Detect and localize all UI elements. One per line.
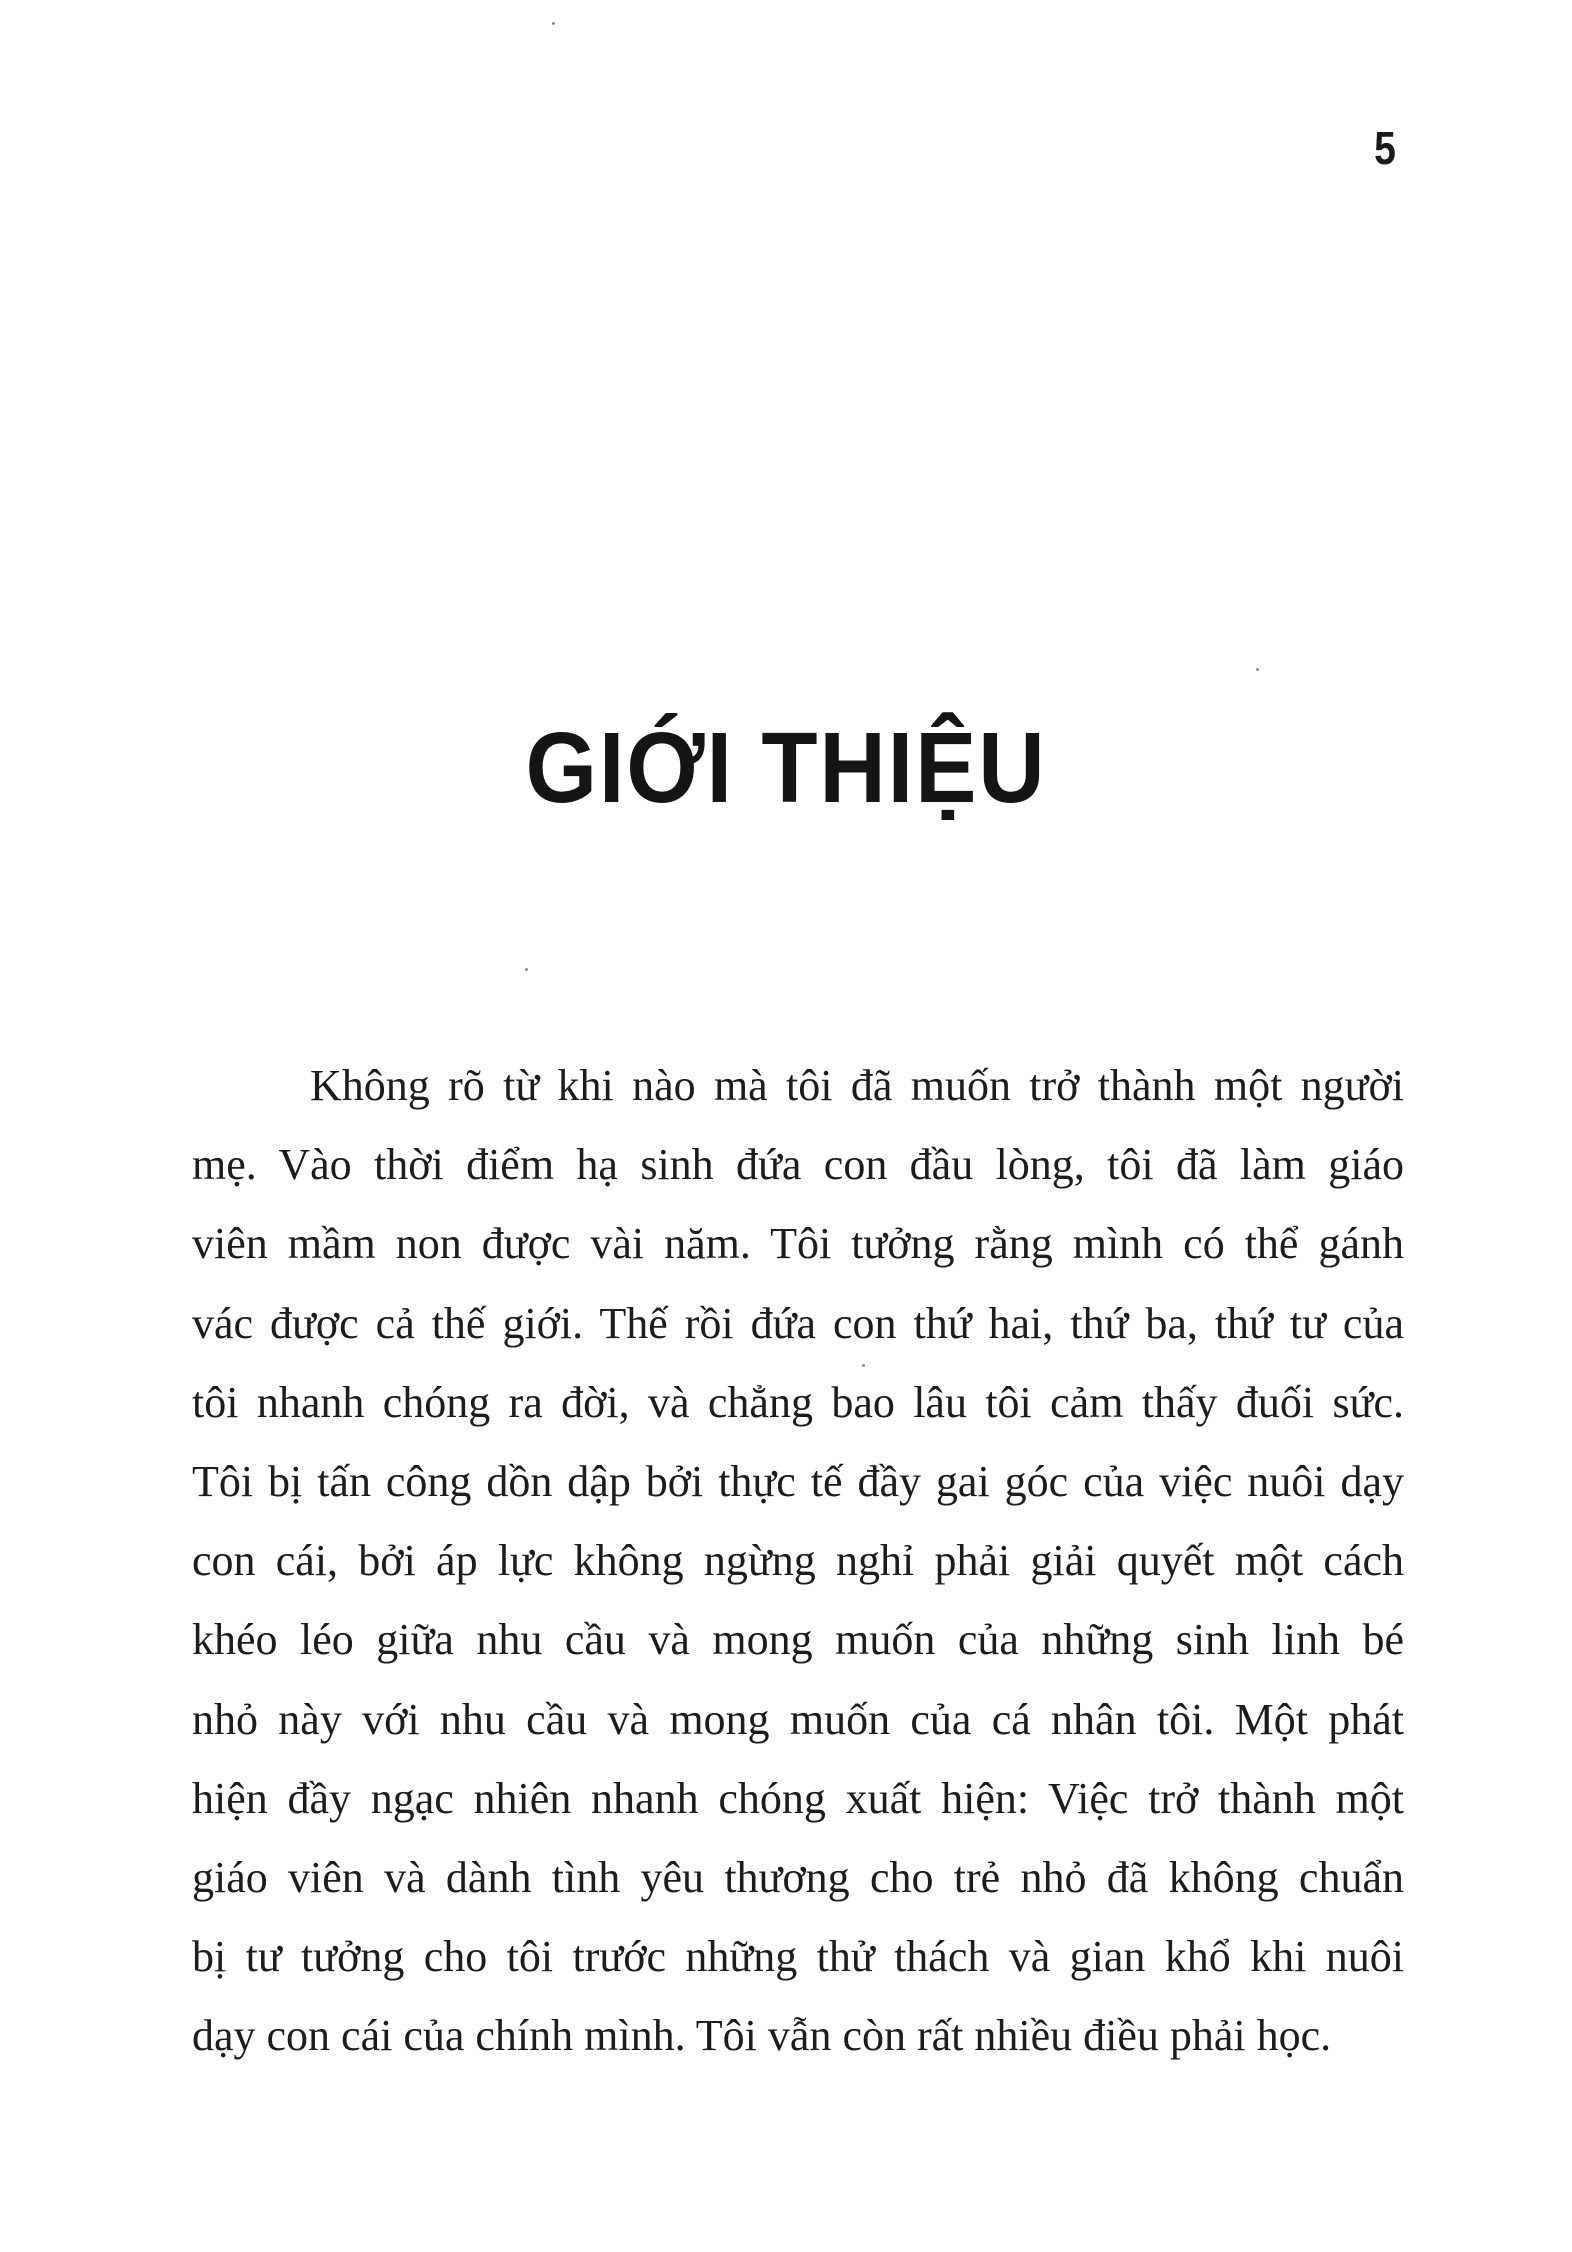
paragraph-line: vác được cả thế giới. Thế rồi đứa con thứ hai, thứ ba, thứ tư của xyxy=(192,1298,1404,1348)
paragraph-line: con cái, bởi áp lực không ngừng nghỉ phải giải quyết một cách xyxy=(192,1536,1404,1586)
chapter-title: GIỚI THIỆU xyxy=(525,712,1047,824)
paragraph-line: nhỏ này với nhu cầu và mong muốn của cá nhân tôi. Một phát xyxy=(192,1694,1404,1744)
scan-speck xyxy=(862,1364,865,1367)
scan-speck xyxy=(552,22,555,25)
page-number: 5 xyxy=(1374,122,1396,174)
scan-speck xyxy=(1256,668,1259,671)
paragraph-line: bị tư tưởng cho tôi trước những thử thách và gian khổ khi nuôi xyxy=(192,1932,1404,1982)
scan-speck xyxy=(525,968,528,971)
paragraph-line: hiện đầy ngạc nhiên nhanh chóng xuất hiện: Việc trở thành một xyxy=(192,1773,1404,1823)
paragraph-line: Tôi bị tấn công dồn dập bởi thực tế đầy gai góc của việc nuôi dạy xyxy=(192,1456,1404,1506)
paragraph-line: tôi nhanh chóng ra đời, và chẳng bao lâu tôi cảm thấy đuối sức. xyxy=(192,1377,1404,1427)
body-paragraph xyxy=(192,1046,1404,2075)
paragraph-line: khéo léo giữa nhu cầu và mong muốn của những sinh linh bé xyxy=(192,1615,1404,1665)
paragraph-line: viên mầm non được vài năm. Tôi tưởng rằng mình có thể gánh xyxy=(192,1219,1404,1269)
paragraph-line: giáo viên và dành tình yêu thương cho trẻ nhỏ đã không chuẩn xyxy=(192,1852,1404,1902)
paragraph-line: mẹ. Vào thời điểm hạ sinh đứa con đầu lòng, tôi đã làm giáo xyxy=(192,1140,1404,1190)
paragraph-line: dạy con cái của chính mình. Tôi vẫn còn rất nhiều điều phải học. xyxy=(192,2011,1332,2061)
paragraph-line: Không rõ từ khi nào mà tôi đã muốn trở thành một người xyxy=(310,1061,1404,1110)
